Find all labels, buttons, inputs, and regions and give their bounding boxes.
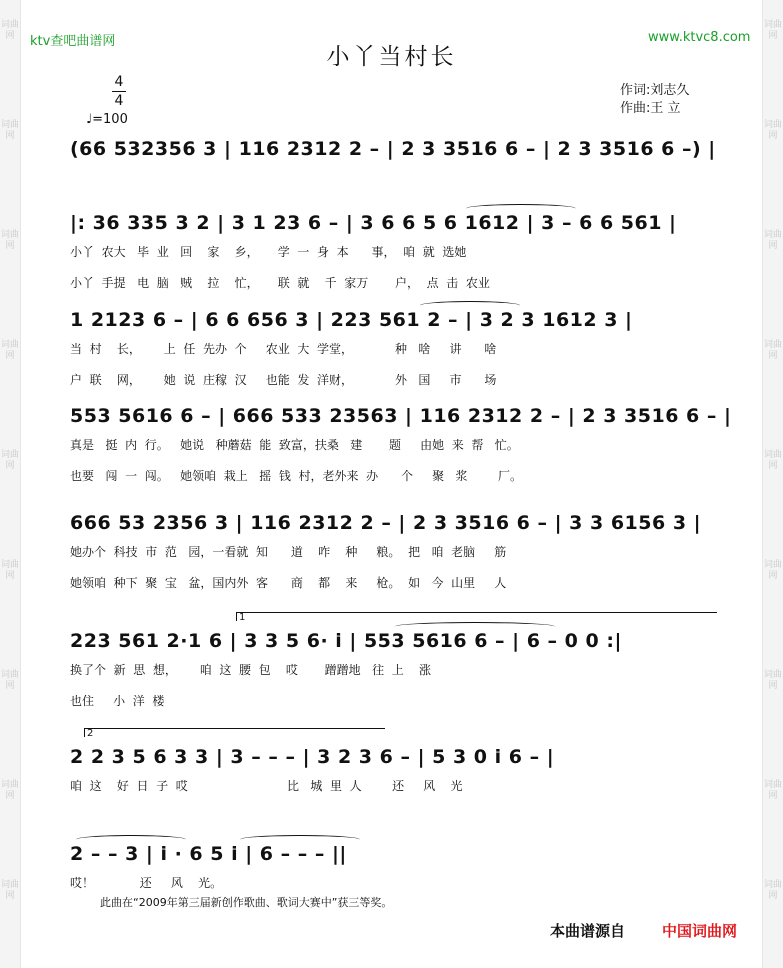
edge-watermark: 词曲网 (763, 230, 782, 251)
score-row-8 (0, 843, 783, 923)
lyric-verse-1: 换了个 新 思 想， 咱 这 腰 包 哎 蹭蹭地 往 上 涨 (70, 663, 431, 677)
score-row-3 (0, 309, 783, 389)
edge-watermark: 词曲网 (0, 20, 19, 41)
edge-watermark: 词曲网 (0, 120, 19, 141)
song-title: 小丫当村长 (326, 44, 457, 70)
lyric-verse-2: 小丫 手提 电 脑 贼 拉 忙， 联 就 千 家万 户， 点 击 农业 (70, 276, 490, 290)
edge-watermark: 词曲网 (763, 780, 782, 801)
edge-watermark: 词曲网 (0, 880, 19, 901)
volta-number: 2 (87, 728, 94, 739)
edge-watermark: 词曲网 (763, 880, 782, 901)
lyric-verse-2: 也要 闯 一 闯。 她领咱 栽上 摇 钱 村，老外来 办 个 聚 浆 厂。 (70, 469, 523, 483)
site-watermark-right: www.ktvc8.com (648, 30, 751, 45)
edge-watermark: 词曲网 (763, 120, 782, 141)
notation-line: (66 532356 3 | 116 2312 2 – | 2 3 3516 6 – | 2 3 3516 6 –) | (70, 138, 716, 160)
notation-line: 223 561 2·1 6 | 3 3 5 6· i | 553 5616 6 – | 6 – 0 0 :| (70, 630, 622, 652)
score-row-6 (0, 630, 783, 710)
score-row-5 (0, 512, 783, 592)
score-row-2 (0, 212, 783, 292)
lyric-verse-1: 哎！ 还 风 光。 (70, 876, 223, 890)
lyricist: 作词:刘志久 (620, 83, 690, 98)
edge-watermark: 词曲网 (0, 230, 19, 251)
edge-watermark: 词曲网 (0, 780, 19, 801)
volta-bracket-2 (84, 728, 385, 737)
edge-watermark: 词曲网 (0, 560, 19, 581)
notation-line: |: 36 335 3 2 | 3 1 23 6 – | 3 6 6 5 6 1612 | 3 – 6 6 561 | (70, 212, 677, 234)
lyric-verse-2: 户 联 网， 她 说 庄稼 汉 也能 发 洋财， 外 国 市 场 (70, 373, 497, 387)
tempo-marking: ♩=100 (86, 112, 128, 127)
time-signature (112, 74, 126, 109)
time-signature-top: 4 (114, 74, 124, 90)
edge-watermark: 词曲网 (0, 450, 19, 471)
edge-watermark: 词曲网 (0, 670, 19, 691)
lyric-verse-1: 咱 这 好 日 子 哎 比 城 里 人 还 风 光 (70, 779, 463, 793)
score-row-1 (0, 138, 783, 218)
lyric-verse-2: 也住 小 洋 楼 (70, 694, 165, 708)
score-row-4 (0, 405, 783, 485)
source-label: 本曲谱源自 (550, 922, 626, 940)
edge-watermark: 词曲网 (763, 20, 782, 41)
composer: 作曲:王 立 (620, 101, 681, 116)
notation-line: 2 – – 3 | i · 6 5 i | 6 – – – || (70, 843, 347, 865)
time-signature-bottom: 4 (114, 93, 124, 109)
edge-watermark: 词曲网 (763, 340, 782, 361)
lyric-verse-2: 她领咱 种下 聚 宝 盆，国内外 客 商 都 来 枪。 如 今 山里 人 (70, 576, 507, 590)
site-watermark-left: ktv查吧曲谱网 (30, 34, 116, 49)
notation-line: 1 2123 6 – | 6 6 656 3 | 223 561 2 – | 3 2 3 1612 3 | (70, 309, 633, 331)
credits (620, 82, 689, 118)
edge-watermark: 词曲网 (763, 670, 782, 691)
lyric-verse-1: 小丫 农大 毕 业 回 家 乡， 学 一 身 本 事， 咱 就 选她 (70, 245, 467, 259)
volta-bracket-1 (236, 612, 717, 621)
edge-watermark: 词曲网 (763, 450, 782, 471)
lyric-verse-1: 当 村 长， 上 任 先办 个 农业 大 学堂， 种 啥 讲 啥 (70, 342, 497, 356)
score-row-7 (0, 746, 783, 826)
notation-line: 666 53 2356 3 | 116 2312 2 – | 2 3 3516 6 – | 3 3 6156 3 | (70, 512, 702, 534)
lyric-verse-1: 真是 挺 内 行。 她说 种蘑菇 能 致富，扶桑 建 题 由她 来 帮 忙。 (70, 438, 519, 452)
edge-watermark: 词曲网 (0, 340, 19, 361)
edge-watermark: 词曲网 (763, 560, 782, 581)
lyric-verse-1: 她办个 科技 市 范 园，一看就 知 道 咋 种 粮。 把 咱 老脑 筋 (70, 545, 507, 559)
volta-number: 1 (239, 612, 246, 623)
award-footnote: 此曲在“2009年第三届新创作歌曲、歌词大赛中”获三等奖。 (100, 896, 393, 909)
notation-line: 2 2 3 5 6 3 3 | 3 – – – | 3 2 3 6 – | 5 3 0 i 6 – | (70, 746, 555, 768)
notation-line: 553 5616 6 – | 666 533 23563 | 116 2312 2 – | 2 3 3516 6 – | (70, 405, 732, 427)
source-site[interactable]: 中国词曲网 (662, 922, 738, 940)
